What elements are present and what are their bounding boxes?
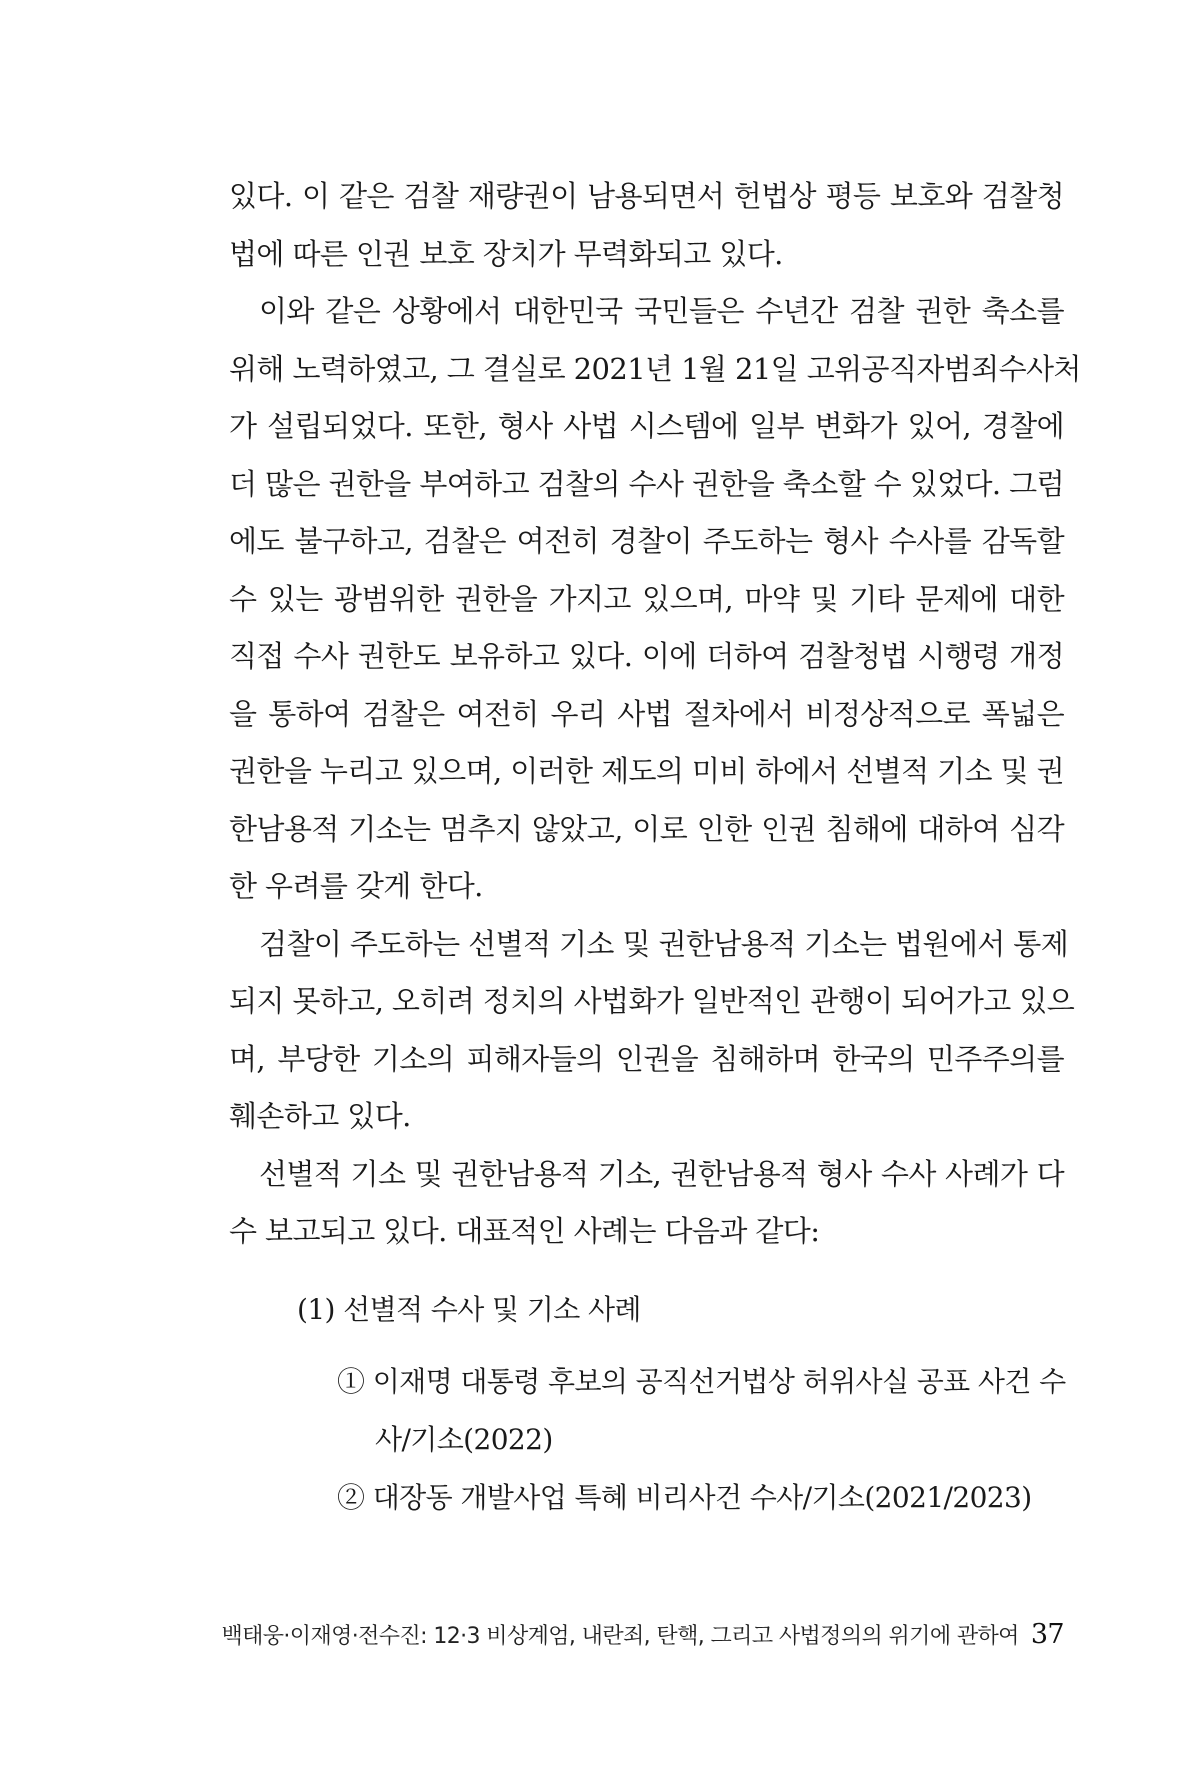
body-line: 법에 따른 인권 보호 장치가 무력화되고 있다. [229, 236, 783, 271]
body-line: 훼손하고 있다. [229, 1099, 411, 1133]
body-line: 되지 못하고, 오히려 정치의 사법화가 일반적인 관행이 되어가고 있으 [229, 984, 1075, 1018]
body-line: 직접 수사 권한도 보유하고 있다. 이에 더하여 검찰청법 시행령 개정 [229, 639, 1064, 673]
page-number: 37 [1030, 1619, 1064, 1650]
body-line: 위해 노력하였고, 그 결실로 2021년 1월 21일 고위공직자범죄수사처 [229, 351, 1081, 386]
body-line: 수 있는 광범위한 권한을 가지고 있으며, 마약 및 기타 문제에 대한 [229, 581, 1064, 616]
body-line: 수 보고되고 있다. 대표적인 사례는 다음과 같다: [229, 1214, 820, 1248]
body-line: 한남용적 기소는 멈추지 않았고, 이로 인한 인권 침해에 대하여 심각 [229, 811, 1064, 846]
body-line: 에도 불구하고, 검찰은 여전히 경찰이 주도하는 형사 수사를 감독할 [229, 524, 1064, 558]
body-line: 더 많은 권한을 부여하고 검찰의 수사 권한을 축소할 수 있었다. 그럼 [229, 466, 1064, 501]
page-footer [221, 1618, 1064, 1654]
body-line: 가 설립되었다. 또한, 형사 사법 시스템에 일부 변화가 있어, 경찰에 [229, 409, 1064, 443]
body-line: 권한을 누리고 있으며, 이러한 제도의 미비 하에서 선별적 기소 및 권 [229, 754, 1064, 788]
list-heading: (1) 선별적 수사 및 기소 사례 [297, 1293, 641, 1326]
body-line: 며, 부당한 기소의 피해자들의 인권을 침해하며 한국의 민주주의를 [229, 1041, 1064, 1076]
body-line: 을 통하여 검찰은 여전히 우리 사법 절차에서 비정상적으로 폭넓은 [229, 696, 1064, 731]
list-item: ① 이재명 대통령 후보의 공직선거법상 허위사실 공표 사건 수 [337, 1365, 1066, 1398]
list-item: ② 대장동 개발사업 특혜 비리사건 수사/기소(2021/2023) [337, 1481, 1032, 1514]
running-title: 백태웅·이재영·전수진: 12·3 비상계엄, 내란죄, 탄핵, 그리고 사법정의의 위기에 관하여 [221, 1624, 1019, 1649]
list-item-continuation: 사/기소(2022) [375, 1423, 553, 1456]
paragraph-start-line: 선별적 기소 및 권한남용적 기소, 권한남용적 형사 수사 사례가 다 [259, 1156, 1064, 1191]
body-line: 한 우려를 갖게 한다. [229, 869, 483, 903]
body-line: 있다. 이 같은 검찰 재량권이 남용되면서 헌법상 평등 보호와 검찰청 [229, 179, 1064, 213]
paragraph-start-line: 검찰이 주도하는 선별적 기소 및 권한남용적 기소는 법원에서 통제 [259, 926, 1069, 961]
body-text [229, 168, 1081, 1261]
paragraph-start-line: 이와 같은 상황에서 대한민국 국민들은 수년간 검찰 권한 축소를 [259, 294, 1064, 328]
